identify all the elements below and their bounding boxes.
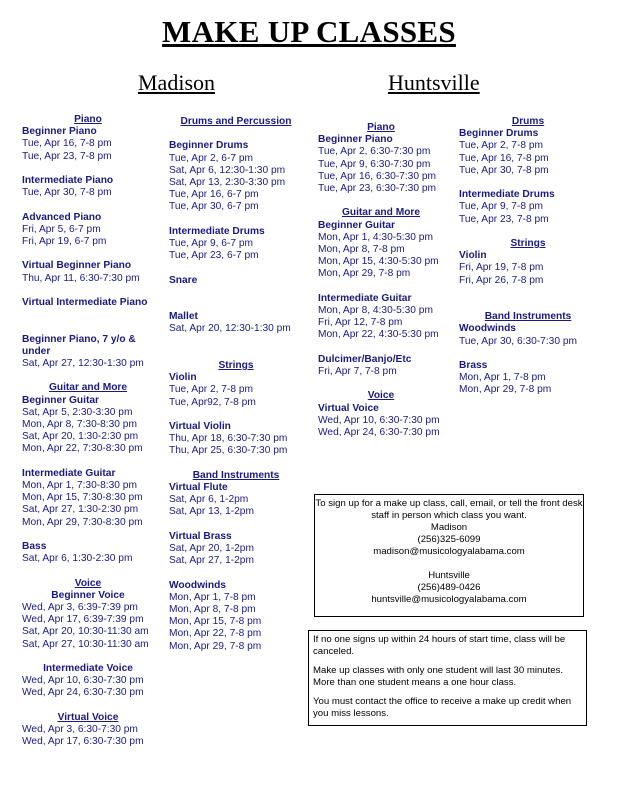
class-name: Beginner Piano (318, 134, 393, 146)
huntsville-heading: Huntsville (388, 70, 480, 95)
class-name: Woodwinds (169, 579, 226, 591)
class-name: Snare (169, 274, 198, 286)
class-name: Beginner Guitar (22, 394, 99, 406)
class-name: Beginner Voice (51, 589, 125, 601)
class-time: Sat, Apr 13, 1-2pm (169, 506, 254, 518)
class-time: Mon, Apr 15, 4:30-5:30 pm (318, 256, 439, 268)
class-time: Sat, Apr 13, 2:30-3:30 pm (169, 177, 286, 188)
class-time: Wed, Apr 3, 6:39-7:39 pm (22, 601, 138, 613)
madison-heading: Madison (138, 70, 215, 95)
class-time: Sat, Apr 6, 1:30-2:30 pm (22, 553, 133, 565)
signup-info-box (314, 494, 584, 617)
class-name: Beginner Drums (459, 128, 539, 140)
class-time: Sat, Apr 6, 1-2pm (169, 494, 249, 506)
class-time: Sat, Apr 27, 12:30-1:30 pm (22, 357, 144, 369)
class-time: Sat, Apr 27, 1:30-2:30 pm (22, 504, 139, 516)
madison-col-2 (169, 116, 303, 653)
section-heading: Voice (367, 390, 395, 402)
madison-email: madison@musicologyalabama.com (373, 546, 525, 557)
class-name: Violin (459, 250, 487, 262)
class-name: Intermediate Drums (169, 225, 265, 237)
class-time: Mon, Apr 1, 7-8 pm (169, 591, 256, 603)
class-time: Mon, Apr 29, 7-8 pm (169, 640, 262, 652)
class-name: Woodwinds (459, 323, 516, 335)
class-time: Fri, Apr 26, 7-8 pm (459, 274, 544, 286)
class-time: Wed, Apr 3, 6:30-7:30 pm (22, 723, 138, 735)
class-time: Mon, Apr 8, 7:30-8:30 pm (22, 418, 137, 430)
class-name: Intermediate Drums (459, 189, 555, 201)
class-time: Fri, Apr 7, 7-8 pm (318, 366, 397, 378)
class-time: Tue, Apr 9, 6:30-7:30 pm (318, 158, 431, 170)
class-time: Tue, Apr 23, 7-8 pm (459, 213, 549, 225)
class-time: Thu, Apr 11, 6:30-7:30 pm (22, 272, 140, 284)
section-heading: Piano (367, 122, 395, 133)
class-time: Wed, Apr 24, 6:30-7:30 pm (22, 687, 144, 699)
signup-text: To sign up for a make up class, call, email, or tell the front desk (315, 498, 583, 509)
huntsville-label: Huntsville (428, 570, 470, 581)
section-heading: Band Instruments (192, 469, 280, 481)
class-time: Mon, Apr 1, 7-8 pm (459, 372, 546, 384)
class-time: Tue, Apr 30, 7-8 pm (22, 187, 112, 199)
class-name: Beginner Piano (22, 126, 97, 138)
class-time: Tue, Apr 16, 7-8 pm (459, 152, 549, 164)
class-name: under (22, 345, 51, 357)
class-time: Tue, Apr 23, 6:30-7:30 pm (318, 183, 436, 195)
class-name: Violin (169, 372, 197, 384)
class-time: Tue, Apr 2, 6:30-7:30 pm (318, 146, 431, 158)
class-name: Virtual Intermediate Piano (22, 296, 148, 308)
class-time: Mon, Apr 15, 7:30-8:30 pm (22, 492, 143, 504)
class-time: Mon, Apr 29, 7-8 pm (318, 268, 411, 280)
madison-col-1 (22, 114, 154, 748)
class-time: Mon, Apr 15, 7-8 pm (169, 616, 262, 628)
section-heading: Band Instruments (484, 311, 572, 323)
class-time: Thu, Apr 25, 6:30-7:30 pm (169, 445, 288, 457)
section-heading: Piano (74, 114, 102, 125)
class-time: Mon, Apr 22, 7-8 pm (169, 628, 262, 640)
section-heading: Strings (218, 359, 254, 371)
section-heading: Guitar and More (48, 382, 128, 394)
class-time: Sat, Apr 5, 2:30-3:30 pm (22, 406, 133, 418)
class-time: Wed, Apr 24, 6:30-7:30 pm (318, 427, 440, 439)
class-time: Tue, Apr 2, 7-8 pm (169, 384, 253, 396)
class-time: Sat, Apr 27, 1-2pm (169, 555, 254, 567)
class-time: Tue, Apr 16, 6-7 pm (169, 189, 259, 201)
huntsville-phone: (256)489-0426 (417, 582, 481, 593)
class-time: Fri, Apr 19, 6-7 pm (22, 236, 107, 247)
class-time: Thu, Apr 18, 6:30-7:30 pm (169, 433, 288, 445)
class-time: Sat, Apr 20, 1:30-2:30 pm (22, 431, 139, 443)
class-name: Beginner Guitar (318, 219, 395, 231)
class-time: Mon, Apr 8, 4:30-5:30 pm (318, 305, 433, 317)
class-time: Tue, Apr 30, 6:30-7:30 pm (459, 335, 577, 347)
section-heading: Strings (510, 238, 546, 249)
class-time: Fri, Apr 19, 7-8 pm (459, 262, 544, 274)
section-heading: Virtual Voice (57, 711, 119, 723)
class-name: Bass (22, 540, 47, 552)
class-time: Wed, Apr 17, 6:30-7:30 pm (22, 736, 144, 748)
huntsville-col-1 (318, 122, 444, 439)
class-time: Mon, Apr 8, 7-8 pm (318, 244, 405, 256)
class-time: Tue, Apr 16, 6:30-7:30 pm (318, 170, 436, 182)
class-name: Intermediate Voice (43, 662, 133, 674)
policy-notes-box (308, 630, 587, 726)
class-name: Brass (459, 359, 488, 371)
class-name: Virtual Beginner Piano (22, 260, 132, 272)
class-time: Fri, Apr 5, 6-7 pm (22, 223, 101, 235)
madison-label: Madison (430, 522, 468, 533)
class-time: Wed, Apr 10, 6:30-7:30 pm (318, 414, 440, 426)
class-time: Tue, Apr92, 7-8 pm (169, 396, 256, 408)
class-name: Intermediate Guitar (22, 467, 116, 479)
section-heading: Guitar and More (341, 207, 421, 219)
class-time: Tue, Apr 9, 6-7 pm (169, 238, 253, 249)
class-time: Wed, Apr 10, 6:30-7:30 pm (22, 675, 144, 687)
class-name: Virtual Flute (169, 481, 228, 493)
class-name: Dulcimer/Banjo/Etc (318, 353, 412, 365)
class-time: Mon, Apr 1, 4:30-5:30 pm (318, 231, 433, 243)
class-time: Tue, Apr 2, 7-8 pm (459, 140, 543, 152)
class-name: Advanced Piano (22, 211, 102, 223)
class-time: Fri, Apr 12, 7-8 pm (318, 317, 403, 329)
class-name: Mallet (169, 311, 198, 323)
policy-note: Make up classes with only one student will last 30 minutes. More than one student means a one hour class. (313, 665, 564, 688)
class-time: Tue, Apr 23, 7-8 pm (22, 150, 112, 162)
class-time: Sat, Apr 20, 12:30-1:30 pm (169, 323, 291, 335)
class-time: Sat, Apr 6, 12:30-1:30 pm (169, 164, 286, 176)
section-heading: Voice (74, 577, 102, 589)
class-time: Sat, Apr 20, 10:30-11:30 am (22, 626, 149, 638)
signup-text: staff in person which class you want. (371, 510, 527, 521)
class-name: Virtual Voice (318, 402, 379, 414)
page-title: MAKE UP CLASSES (162, 14, 456, 49)
class-time: Mon, Apr 8, 7-8 pm (169, 603, 256, 615)
huntsville-email: huntsville@musicologyalabama.com (371, 594, 527, 605)
class-name: Virtual Brass (169, 530, 232, 542)
madison-phone: (256)325-6099 (417, 534, 481, 545)
policy-note: If no one signs up within 24 hours of start time, class will be canceled. (313, 634, 566, 657)
huntsville-col-2 (459, 116, 597, 397)
class-time: Mon, Apr 22, 4:30-5:30 pm (318, 329, 439, 341)
class-time: Sat, Apr 27, 10:30-11:30 am (22, 638, 149, 650)
class-name: Intermediate Piano (22, 175, 114, 186)
class-time: Sat, Apr 20, 1-2pm (169, 542, 254, 554)
class-time: Tue, Apr 30, 7-8 pm (459, 164, 549, 176)
class-time: Tue, Apr 9, 7-8 pm (459, 201, 543, 213)
policy-note: You must contact the office to receive a make up credit when you miss lessons. (313, 696, 572, 719)
class-name: Intermediate Guitar (318, 292, 412, 304)
class-time: Mon, Apr 29, 7:30-8:30 pm (22, 516, 143, 528)
class-time: Tue, Apr 30, 6-7 pm (169, 201, 259, 213)
section-heading: Drums (511, 116, 545, 127)
class-time: Tue, Apr 16, 7-8 pm (22, 138, 112, 150)
class-name: Beginner Drums (169, 140, 249, 152)
class-time: Mon, Apr 22, 7:30-8:30 pm (22, 443, 143, 455)
class-name: Beginner Piano, 7 y/o & (22, 333, 136, 345)
class-time: Mon, Apr 29, 7-8 pm (459, 384, 552, 396)
class-time: Tue, Apr 23, 6-7 pm (169, 250, 259, 262)
section-heading: Drums and Percussion (180, 116, 292, 127)
class-time: Tue, Apr 2, 6-7 pm (169, 152, 253, 164)
class-name: Virtual Violin (169, 420, 231, 432)
class-time: Wed, Apr 17, 6:39-7:39 pm (22, 614, 144, 626)
class-time: Mon, Apr 1, 7:30-8:30 pm (22, 479, 137, 491)
